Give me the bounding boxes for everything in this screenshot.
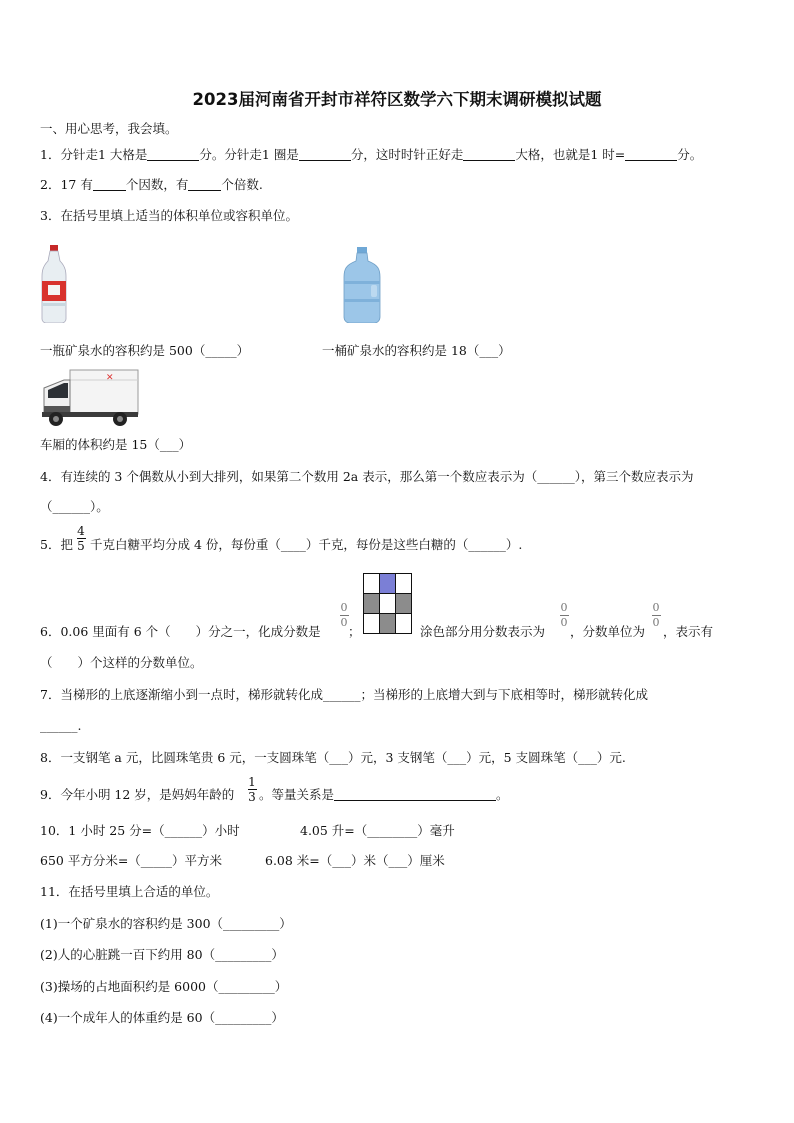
answer-blank[interactable] xyxy=(299,148,351,161)
page-title: 2023届河南省开封市祥符区数学六下期末调研模拟试题 xyxy=(192,90,602,109)
answer-blank[interactable] xyxy=(463,148,515,161)
fraction-grid xyxy=(363,573,412,634)
question-2: 2．17 有 个因数，有 个倍数. xyxy=(40,177,263,192)
question-10-b: 4.05 升=（________）毫升 xyxy=(300,823,455,838)
answer-blank[interactable] xyxy=(188,178,221,191)
answer-blank[interactable] xyxy=(334,788,496,801)
grid-cell-gray xyxy=(380,614,396,634)
answer-blank[interactable] xyxy=(147,148,199,161)
truck-image xyxy=(40,368,140,428)
question-6-part-d: ，表示有 xyxy=(663,624,714,639)
list-item: (2)人的心脏跳一百下约用 80（_________） xyxy=(40,947,284,962)
question-10-a: 10．1 小时 25 分=（______）小时 xyxy=(40,823,240,838)
question-6-part-a: 6．0.06 里面有 6 个（ ）分之一，化成分数是 xyxy=(40,624,321,639)
question-6-part-b: 涂色部分用分数表示为 xyxy=(420,624,546,639)
answer-blank[interactable] xyxy=(625,148,677,161)
question-4-continued: （______）。 xyxy=(40,499,109,514)
question-6-part-c: ，分数单位为 xyxy=(570,624,646,639)
fraction-blank[interactable]: 0 0 xyxy=(340,601,348,629)
question-10-d: 6.08 米=（___）米（___）厘米 xyxy=(265,853,445,868)
answer-blank[interactable] xyxy=(93,178,126,191)
question-7: 7．当梯形的上底逐渐缩小到一点时，梯形就转化成______；当梯形的上底增大到与下底相等时，梯形就转化成 xyxy=(40,687,648,702)
list-item: (3)操场的占地面积约是 6000（_________） xyxy=(40,979,288,994)
bottle-question: 一瓶矿泉水的容积约是 500（_____） xyxy=(40,343,250,358)
question-9: 。等量关系是 。 xyxy=(259,787,509,802)
fraction-one-third: 1 3 xyxy=(248,775,256,804)
question-4: 4．有连续的 3 个偶数从小到大排列，如果第二个数用 2a 表示，那么第一个数应表示为（______），第三个数应表示为 xyxy=(40,469,694,484)
question-5: 千克白糖平均分成 4 份，每份重（____）千克，每份是这些白糖的（______）. xyxy=(90,537,523,552)
grid-cell-white xyxy=(380,594,396,614)
question-1: 1．分针走1 大格是 分。分针走1 圈是 分，这时时针正好走 大格，也就是1 时= 分。 xyxy=(40,147,703,162)
question-5-prefix: 5．把 xyxy=(40,537,73,552)
truck-question: 车厢的体积约是 15（___） xyxy=(40,437,192,452)
question-9-prefix: 9．今年小明 12 岁，是妈妈年龄的 xyxy=(40,787,235,802)
grid-cell-gray xyxy=(364,594,380,614)
question-11: 11．在括号里填上合适的单位。 xyxy=(40,884,219,899)
fraction-four-fifths: 4 5 xyxy=(77,524,85,553)
grid-cell-blue xyxy=(380,574,396,594)
bucket-question: 一桶矿泉水的容积约是 18（___） xyxy=(322,343,511,358)
question-3: 3．在括号里填上适当的体积单位或容积单位。 xyxy=(40,208,298,223)
grid-cell-white xyxy=(364,574,380,594)
separator: ； xyxy=(348,624,361,639)
water-bottle-image xyxy=(40,245,68,323)
section-heading: 一、用心思考，我会填。 xyxy=(40,121,178,136)
question-10-c: 650 平方分米=（_____）平方米 xyxy=(40,853,223,868)
grid-cell-gray xyxy=(396,594,412,614)
question-7-continued: ______. xyxy=(40,718,82,733)
question-8: 8．一支钢笔 a 元，比圆珠笔贵 6 元，一支圆珠笔（___）元，3 支钢笔（___）元，5 支圆珠笔（___）元. xyxy=(40,750,626,765)
list-item: (4)一个成年人的体重约是 60（_________） xyxy=(40,1010,284,1025)
fraction-blank[interactable]: 0 0 xyxy=(652,601,660,629)
grid-cell-white xyxy=(396,574,412,594)
water-bucket-image xyxy=(342,247,382,323)
question-6-continued: （ ）个这样的分数单位。 xyxy=(40,655,203,670)
list-item: (1)一个矿泉水的容积约是 300（_________） xyxy=(40,916,292,931)
grid-cell-white xyxy=(364,614,380,634)
svg-text:✕: ✕ xyxy=(106,373,114,383)
grid-cell-white xyxy=(396,614,412,634)
fraction-blank[interactable]: 0 0 xyxy=(560,601,568,629)
